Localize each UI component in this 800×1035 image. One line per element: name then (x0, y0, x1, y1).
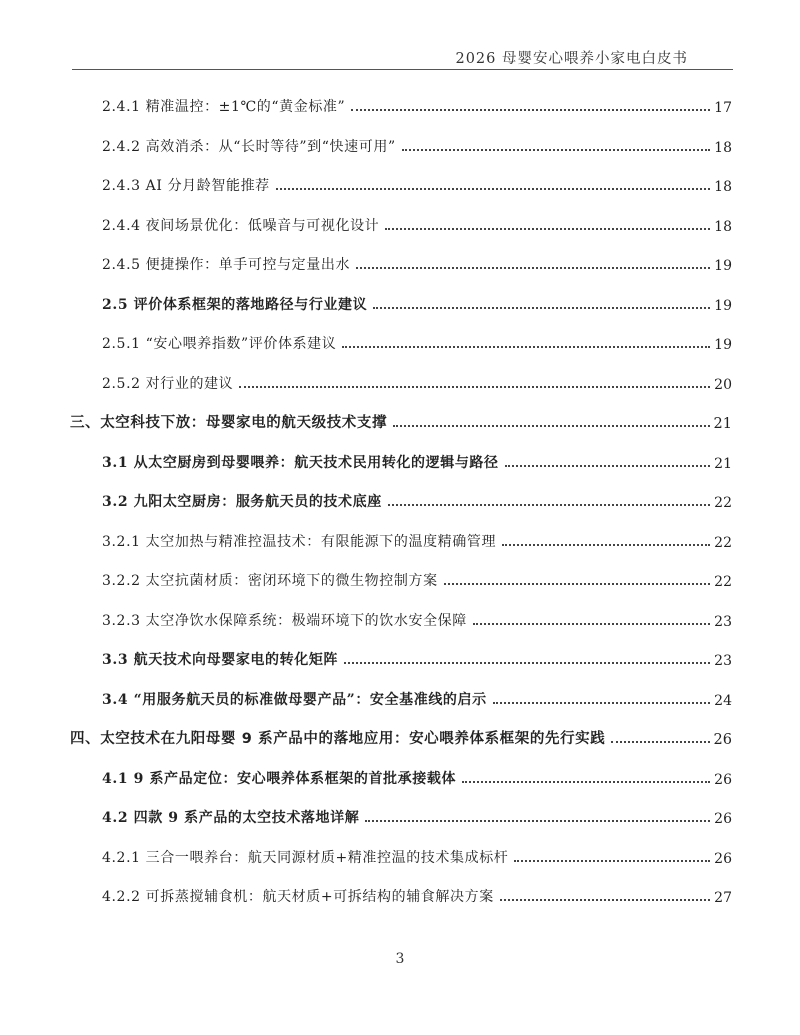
toc-entry-page: 19 (714, 297, 732, 314)
toc-entry[interactable] (102, 527, 732, 551)
toc-leader-dots (342, 346, 710, 348)
toc-leader-dots (505, 465, 710, 467)
toc-leader-dots (500, 899, 710, 901)
toc-entry-title: 3.4 “用服务航天员的标准做母婴产品”：安全基准线的启示 (102, 691, 487, 708)
toc-entry[interactable] (102, 803, 732, 827)
toc-entry-page: 18 (714, 218, 732, 235)
toc-entry[interactable] (102, 487, 732, 511)
toc-entry[interactable] (102, 290, 732, 314)
toc-entry-title: 3.2.1 太空加热与精准控温技术：有限能源下的温度精确管理 (102, 533, 497, 550)
toc-entry-title: 三、太空科技下放：母婴家电的航天级技术支撑 (70, 415, 388, 431)
toc-leader-dots (373, 307, 710, 309)
toc-entry-page: 22 (714, 574, 732, 590)
toc-leader-dots (356, 267, 710, 269)
toc-entry-title: 2.4.1 精准温控：±1℃的“黄金标准” (102, 99, 346, 115)
toc-entry[interactable] (102, 882, 732, 906)
toc-entry[interactable] (102, 645, 732, 669)
toc-leader-dots (365, 820, 710, 822)
toc-entry-page: 23 (714, 613, 732, 630)
toc-leader-dots (493, 702, 710, 704)
toc-entry-title: 3.1 从太空厨房到母婴喂养：航天技术民用转化的逻辑与路径 (102, 454, 499, 471)
toc-entry-page: 26 (714, 850, 732, 867)
toc-entry-page: 23 (714, 653, 732, 669)
toc-entry[interactable] (102, 843, 732, 867)
toc-entry[interactable] (102, 448, 732, 472)
toc-entry[interactable] (70, 408, 732, 432)
toc-entry-title: 2.5.1 “安心喂养指数”评价体系建议 (102, 336, 337, 352)
toc-entry-title: 3.2.2 太空抗菌材质：密闭环境下的微生物控制方案 (102, 573, 438, 589)
toc-leader-dots (514, 860, 710, 862)
toc-entry-title: 4.2.2 可拆蒸搅辅食机：航天材质+可拆结构的辅食解决方案 (102, 889, 494, 905)
toc-entry[interactable] (102, 606, 732, 630)
toc-entry-page: 26 (713, 732, 732, 748)
toc-entry-page: 18 (714, 179, 732, 195)
toc-leader-dots (239, 386, 710, 388)
toc-entry[interactable] (102, 171, 732, 195)
toc-leader-dots (385, 228, 710, 230)
toc-entry-page: 21 (714, 455, 732, 472)
toc-entry-title: 2.5 评价体系框架的落地路径与行业建议 (102, 296, 368, 313)
toc-leader-dots (611, 741, 709, 743)
toc-entry-page: 18 (714, 139, 732, 156)
toc-entry-page: 27 (714, 890, 732, 906)
toc-entry-page: 20 (714, 376, 732, 393)
toc-entry[interactable] (102, 764, 732, 788)
toc-leader-dots (276, 188, 710, 190)
toc-leader-dots (344, 662, 710, 664)
toc-entry-title: 2.4.5 便捷操作：单手可控与定量出水 (102, 257, 351, 273)
page-number: 3 (395, 951, 405, 967)
toc-entry-page: 26 (714, 811, 732, 827)
toc-entry-title: 2.5.2 对行业的建议 (102, 375, 234, 392)
header-title: 2026 母婴安心喂养小家电白皮书 (455, 51, 688, 67)
toc-entry[interactable] (102, 369, 732, 393)
toc-entry-title: 4.2.1 三合一喂养台：航天同源材质+精准控温的技术集成标杆 (102, 849, 509, 866)
toc-entry-page: 19 (714, 337, 732, 353)
toc-entry[interactable] (102, 566, 732, 590)
toc-entry[interactable] (102, 250, 732, 274)
toc-entry-title: 4.1 9 系产品定位：安心喂养体系框架的首批承接载体 (102, 770, 457, 787)
toc-entry-page: 22 (714, 534, 732, 551)
toc-entry-page: 24 (714, 692, 732, 709)
toc-entry[interactable] (70, 724, 732, 748)
toc-leader-dots (351, 109, 710, 111)
toc-leader-dots (444, 583, 710, 585)
toc-leader-dots (462, 781, 710, 783)
toc-entry-title: 3.2.3 太空净饮水保障系统：极端环境下的饮水安全保障 (102, 612, 467, 629)
toc-entry[interactable] (102, 685, 732, 709)
toc-leader-dots (402, 149, 710, 151)
toc-entry-page: 22 (714, 495, 732, 511)
toc-entry-title: 4.2 四款 9 系产品的太空技术落地详解 (102, 810, 360, 826)
toc-entry-title: 3.3 航天技术向母婴家电的转化矩阵 (102, 652, 339, 668)
toc-entry-page: 17 (714, 100, 732, 116)
toc-entry-title: 2.4.3 AI 分月龄智能推荐 (102, 178, 270, 194)
toc-entry-title: 3.2 九阳太空厨房：服务航天员的技术底座 (102, 494, 382, 510)
toc-leader-dots (393, 425, 709, 427)
toc-entry-title: 2.4.4 夜间场景优化：低噪音与可视化设计 (102, 217, 380, 234)
toc-leader-dots (502, 544, 710, 546)
toc-entry-title: 2.4.2 高效消杀：从“长时等待”到“快速可用” (102, 138, 396, 155)
toc-entry[interactable] (102, 132, 732, 156)
toc-leader-dots (473, 623, 710, 625)
toc-entry-page: 19 (714, 258, 732, 274)
toc-entry[interactable] (102, 329, 732, 353)
toc-entry[interactable] (102, 92, 732, 116)
toc-entry[interactable] (102, 211, 732, 235)
toc-entry-title: 四、太空技术在九阳母婴 9 系产品中的落地应用：安心喂养体系框架的先行实践 (70, 731, 606, 747)
toc-leader-dots (388, 504, 710, 506)
toc-entry-page: 26 (714, 771, 732, 788)
toc-entry-page: 21 (713, 416, 732, 432)
